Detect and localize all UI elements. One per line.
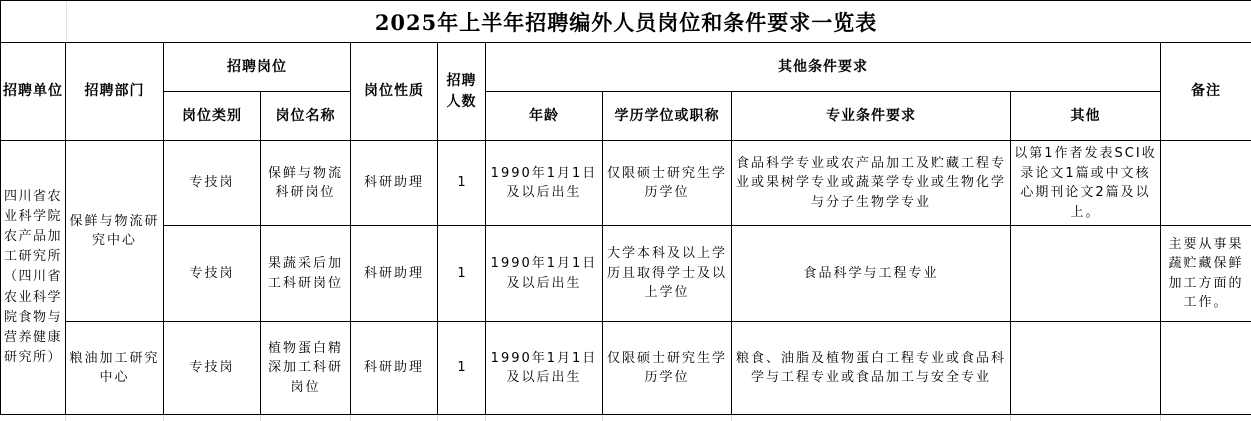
header-remarks: 备注 bbox=[1161, 43, 1251, 141]
header-unit: 招聘单位 bbox=[1, 43, 66, 141]
header-position-group: 招聘岗位 bbox=[164, 43, 351, 92]
header-department: 招聘部门 bbox=[66, 43, 164, 141]
table-row bbox=[1, 141, 1251, 226]
header-headcount: 招聘人数 bbox=[438, 43, 486, 141]
cell-department-1: 保鲜与物流研究中心 bbox=[66, 141, 164, 322]
header-position-category: 岗位类别 bbox=[164, 92, 261, 141]
table-row bbox=[1, 322, 1251, 415]
cell-position-nature-2: 科研助理 bbox=[351, 226, 438, 322]
cell-other-2 bbox=[1011, 226, 1161, 322]
cell-education-1: 仅限硕士研究生学历学位 bbox=[603, 141, 732, 226]
table-row bbox=[1, 226, 1251, 322]
spreadsheet-gridline bbox=[66, 1, 67, 41]
cell-position-category-3: 专技岗 bbox=[164, 322, 261, 415]
cell-education-3: 仅限硕士研究生学历学位 bbox=[603, 322, 732, 415]
cell-position-nature-1: 科研助理 bbox=[351, 141, 438, 226]
cell-unit-name: 四川省农业科学院农产品加工研究所（四川省农业科学院食物与营养健康研究所） bbox=[1, 141, 66, 415]
cell-age-2: 1990年1月1日及以后出生 bbox=[486, 226, 603, 322]
cell-age-1: 1990年1月1日及以后出生 bbox=[486, 141, 603, 226]
cell-position-name-2: 果蔬采后加工科研岗位 bbox=[261, 226, 351, 322]
cell-position-category-2: 专技岗 bbox=[164, 226, 261, 322]
cell-remarks-3 bbox=[1161, 322, 1251, 415]
header-other-requirements: 其他条件要求 bbox=[486, 43, 1161, 92]
cell-department-3: 粮油加工研究中心 bbox=[66, 322, 164, 415]
cell-headcount-1: 1 bbox=[438, 141, 486, 226]
header-major: 专业条件要求 bbox=[732, 92, 1011, 141]
cell-major-3: 粮食、油脂及植物蛋白工程专业或食品科学与工程专业或食品加工与安全专业 bbox=[732, 322, 1011, 415]
cell-remarks-1 bbox=[1161, 141, 1251, 226]
cell-position-name-1: 保鲜与物流科研岗位 bbox=[261, 141, 351, 226]
page-title: 2025年上半年招聘编外人员岗位和条件要求一览表 bbox=[1, 1, 1251, 43]
cell-position-name-3: 植物蛋白精深加工科研岗位 bbox=[261, 322, 351, 415]
cell-age-3: 1990年1月1日及以后出生 bbox=[486, 322, 603, 415]
header-position-nature: 岗位性质 bbox=[351, 43, 438, 141]
cell-headcount-2: 1 bbox=[438, 226, 486, 322]
cell-major-2: 食品科学与工程专业 bbox=[732, 226, 1011, 322]
header-other: 其他 bbox=[1011, 92, 1161, 141]
spreadsheet-gridline-stubs bbox=[0, 415, 1251, 421]
cell-education-2: 大学本科及以上学历且取得学士及以上学位 bbox=[603, 226, 732, 322]
cell-other-1: 以第1作者发表SCI收录论文1篇或中文核心期刊论文2篇及以上。 bbox=[1011, 141, 1161, 226]
cell-position-nature-3: 科研助理 bbox=[351, 322, 438, 415]
header-position-name: 岗位名称 bbox=[261, 92, 351, 141]
cell-headcount-3: 1 bbox=[438, 322, 486, 415]
cell-major-1: 食品科学专业或农产品加工及贮藏工程专业或果树学专业或蔬菜学专业或生物化学与分子生物学专业 bbox=[732, 141, 1011, 226]
cell-position-category-1: 专技岗 bbox=[164, 141, 261, 226]
header-education: 学历学位或职称 bbox=[603, 92, 732, 141]
header-age: 年龄 bbox=[486, 92, 603, 141]
cell-remarks-2: 主要从事果蔬贮藏保鲜加工方面的工作。 bbox=[1161, 226, 1251, 322]
cell-other-3 bbox=[1011, 322, 1161, 415]
